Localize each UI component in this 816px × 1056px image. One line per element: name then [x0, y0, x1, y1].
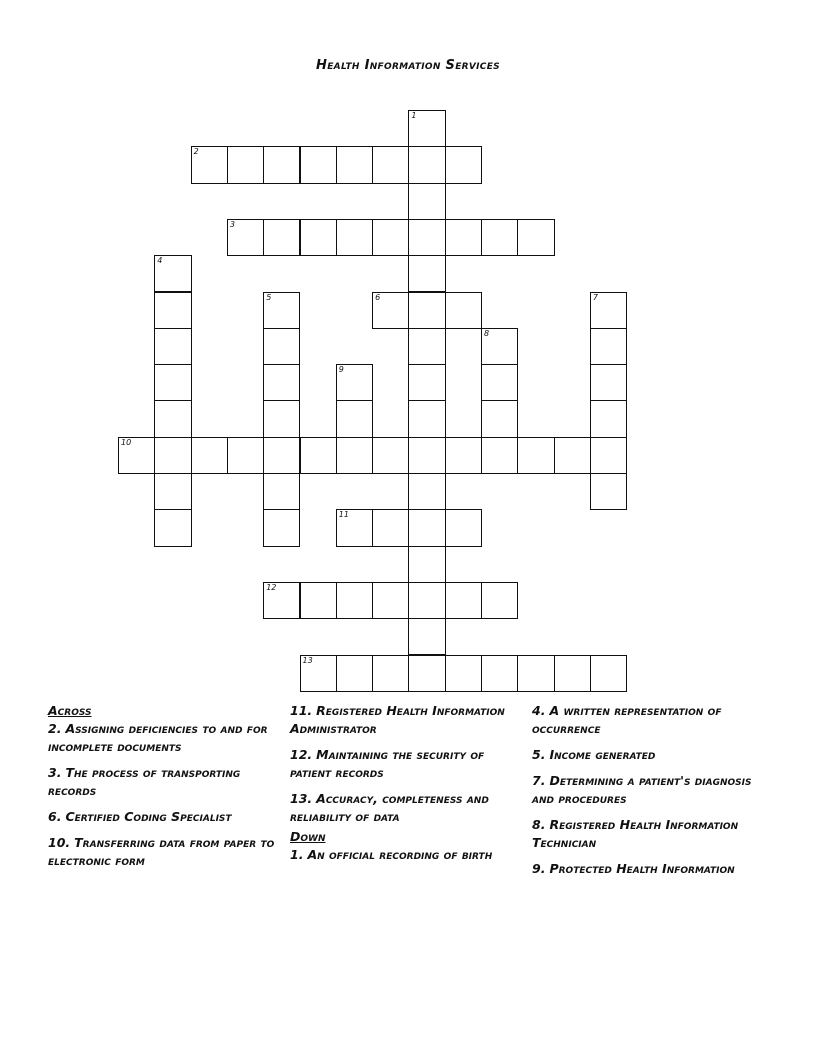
crossword-cell[interactable] — [408, 110, 445, 147]
crossword-cell[interactable] — [300, 219, 337, 256]
clue-number-label: 9 — [338, 365, 344, 375]
crossword-cell[interactable] — [408, 183, 445, 220]
crossword-cell[interactable] — [372, 146, 409, 183]
clue-number-label: 7 — [592, 292, 598, 302]
crossword-cell[interactable] — [408, 400, 445, 437]
crossword-cell[interactable] — [372, 219, 409, 256]
crossword-cell[interactable] — [481, 437, 518, 474]
crossword-cell[interactable] — [517, 655, 554, 692]
across-heading: Across — [48, 703, 92, 718]
crossword-cell[interactable] — [408, 328, 445, 365]
clue-number-label: 5 — [266, 292, 272, 302]
crossword-cell[interactable] — [554, 437, 591, 474]
crossword-cell[interactable] — [263, 364, 300, 401]
crossword-cell[interactable] — [408, 655, 445, 692]
crossword-cell[interactable] — [445, 509, 482, 546]
crossword-cell[interactable] — [227, 437, 264, 474]
crossword-cell[interactable] — [263, 146, 300, 183]
crossword-cell[interactable] — [408, 255, 445, 292]
crossword-cell[interactable] — [590, 437, 627, 474]
crossword-cell[interactable] — [154, 473, 191, 510]
crossword-cell[interactable] — [336, 364, 373, 401]
crossword-cell[interactable] — [372, 655, 409, 692]
clue-number-label: 12 — [266, 582, 277, 592]
crossword-cell[interactable] — [408, 582, 445, 619]
clues-column-1 — [48, 702, 284, 878]
clue-number-label: 11 — [338, 510, 349, 520]
crossword-cell[interactable] — [154, 509, 191, 546]
crossword-cell[interactable] — [408, 509, 445, 546]
crossword-cell[interactable] — [300, 655, 337, 692]
crossword-cell[interactable] — [154, 328, 191, 365]
crossword-cell[interactable] — [590, 655, 627, 692]
crossword-cell[interactable] — [517, 219, 554, 256]
clue-across-11: 11. Registered Health Information Administrator — [290, 703, 505, 736]
clue-down-9: 9. Protected Health Information — [532, 861, 735, 876]
clue-number-label: 6 — [375, 292, 381, 302]
clue-number-label: 3 — [229, 219, 235, 229]
crossword-cell[interactable] — [590, 364, 627, 401]
crossword-cell[interactable] — [372, 582, 409, 619]
crossword-cell[interactable] — [481, 400, 518, 437]
crossword-cell[interactable] — [263, 437, 300, 474]
crossword-cell[interactable] — [590, 400, 627, 437]
crossword-cell[interactable] — [481, 655, 518, 692]
clue-across-10: 10. Transferring data from paper to electronic form — [48, 835, 275, 868]
clue-number-label: 10 — [121, 437, 132, 447]
crossword-cell[interactable] — [118, 437, 155, 474]
crossword-cell[interactable] — [590, 473, 627, 510]
crossword-cell[interactable] — [481, 219, 518, 256]
crossword-cell[interactable] — [154, 292, 191, 329]
crossword-cell[interactable] — [154, 437, 191, 474]
clue-down-5: 5. Income generated — [532, 747, 656, 762]
down-heading: Down — [290, 829, 326, 844]
crossword-cell[interactable] — [372, 437, 409, 474]
crossword-cell[interactable] — [336, 219, 373, 256]
clue-down-7: 7. Determining a patient's diagnosis and procedures — [532, 773, 752, 806]
clue-across-13: 13. Accuracy, completeness and reliability of data — [290, 791, 489, 824]
crossword-cell[interactable] — [263, 219, 300, 256]
crossword-cell[interactable] — [408, 618, 445, 655]
page-title: Health Information Services — [316, 58, 500, 73]
crossword-cell[interactable] — [408, 546, 445, 583]
crossword-cell[interactable] — [445, 582, 482, 619]
crossword-cell[interactable] — [191, 437, 228, 474]
crossword-cell[interactable] — [154, 364, 191, 401]
clue-down-8: 8. Registered Health Information Technician — [532, 817, 739, 850]
clue-number-label: 8 — [484, 328, 490, 338]
crossword-cell[interactable] — [154, 400, 191, 437]
crossword-cell[interactable] — [154, 255, 191, 292]
crossword-cell[interactable] — [590, 328, 627, 365]
crossword-cell[interactable] — [445, 292, 482, 329]
crossword-cell[interactable] — [408, 219, 445, 256]
crossword-cell[interactable] — [300, 437, 337, 474]
crossword-cell[interactable] — [372, 292, 409, 329]
crossword-cell[interactable] — [263, 328, 300, 365]
clues-column-2 — [290, 702, 526, 872]
crossword-cell[interactable] — [408, 473, 445, 510]
crossword-cell[interactable] — [554, 655, 591, 692]
crossword-cell[interactable] — [445, 146, 482, 183]
crossword-cell[interactable] — [336, 509, 373, 546]
clue-number-label: 4 — [157, 256, 163, 266]
crossword-cell[interactable] — [263, 473, 300, 510]
crossword-cell[interactable] — [227, 146, 264, 183]
clue-across-3: 3. The process of transporting records — [48, 765, 241, 798]
crossword-cell[interactable] — [263, 509, 300, 546]
crossword-cell[interactable] — [408, 437, 445, 474]
crossword-cell[interactable] — [590, 292, 627, 329]
crossword-cell[interactable] — [263, 292, 300, 329]
crossword-cell[interactable] — [336, 655, 373, 692]
clue-down-1: 1. An official recording of birth — [290, 847, 493, 862]
clue-across-6: 6. Certified Coding Specialist — [48, 809, 232, 824]
crossword-cell[interactable] — [263, 400, 300, 437]
clue-down-4: 4. A written representation of occurrence — [532, 703, 722, 736]
crossword-cell[interactable] — [408, 146, 445, 183]
clues-column-3 — [532, 702, 772, 886]
clue-number-label: 13 — [302, 655, 313, 665]
crossword-cell[interactable] — [445, 437, 482, 474]
crossword-cell[interactable] — [408, 292, 445, 329]
crossword-cell[interactable] — [336, 437, 373, 474]
crossword-cell[interactable] — [336, 582, 373, 619]
crossword-cell[interactable] — [336, 400, 373, 437]
crossword-cell[interactable] — [445, 655, 482, 692]
crossword-cell[interactable] — [300, 582, 337, 619]
crossword-cell[interactable] — [300, 146, 337, 183]
clue-number-label: 2 — [193, 147, 199, 157]
clue-across-2: 2. Assigning deficiencies to and for incomplete documents — [48, 721, 268, 754]
crossword-cell[interactable] — [372, 509, 409, 546]
clue-across-12: 12. Maintaining the security of patient records — [290, 747, 485, 780]
crossword-cell[interactable] — [227, 219, 264, 256]
crossword-cell[interactable] — [263, 582, 300, 619]
clue-number-label: 1 — [411, 111, 417, 120]
crossword-cell[interactable] — [408, 364, 445, 401]
crossword-cell[interactable] — [517, 437, 554, 474]
crossword-cell[interactable] — [191, 146, 228, 183]
crossword-cell[interactable] — [481, 364, 518, 401]
crossword-cell[interactable] — [481, 328, 518, 365]
crossword-cell[interactable] — [445, 219, 482, 256]
crossword-cell[interactable] — [481, 582, 518, 619]
crossword-cell[interactable] — [336, 146, 373, 183]
